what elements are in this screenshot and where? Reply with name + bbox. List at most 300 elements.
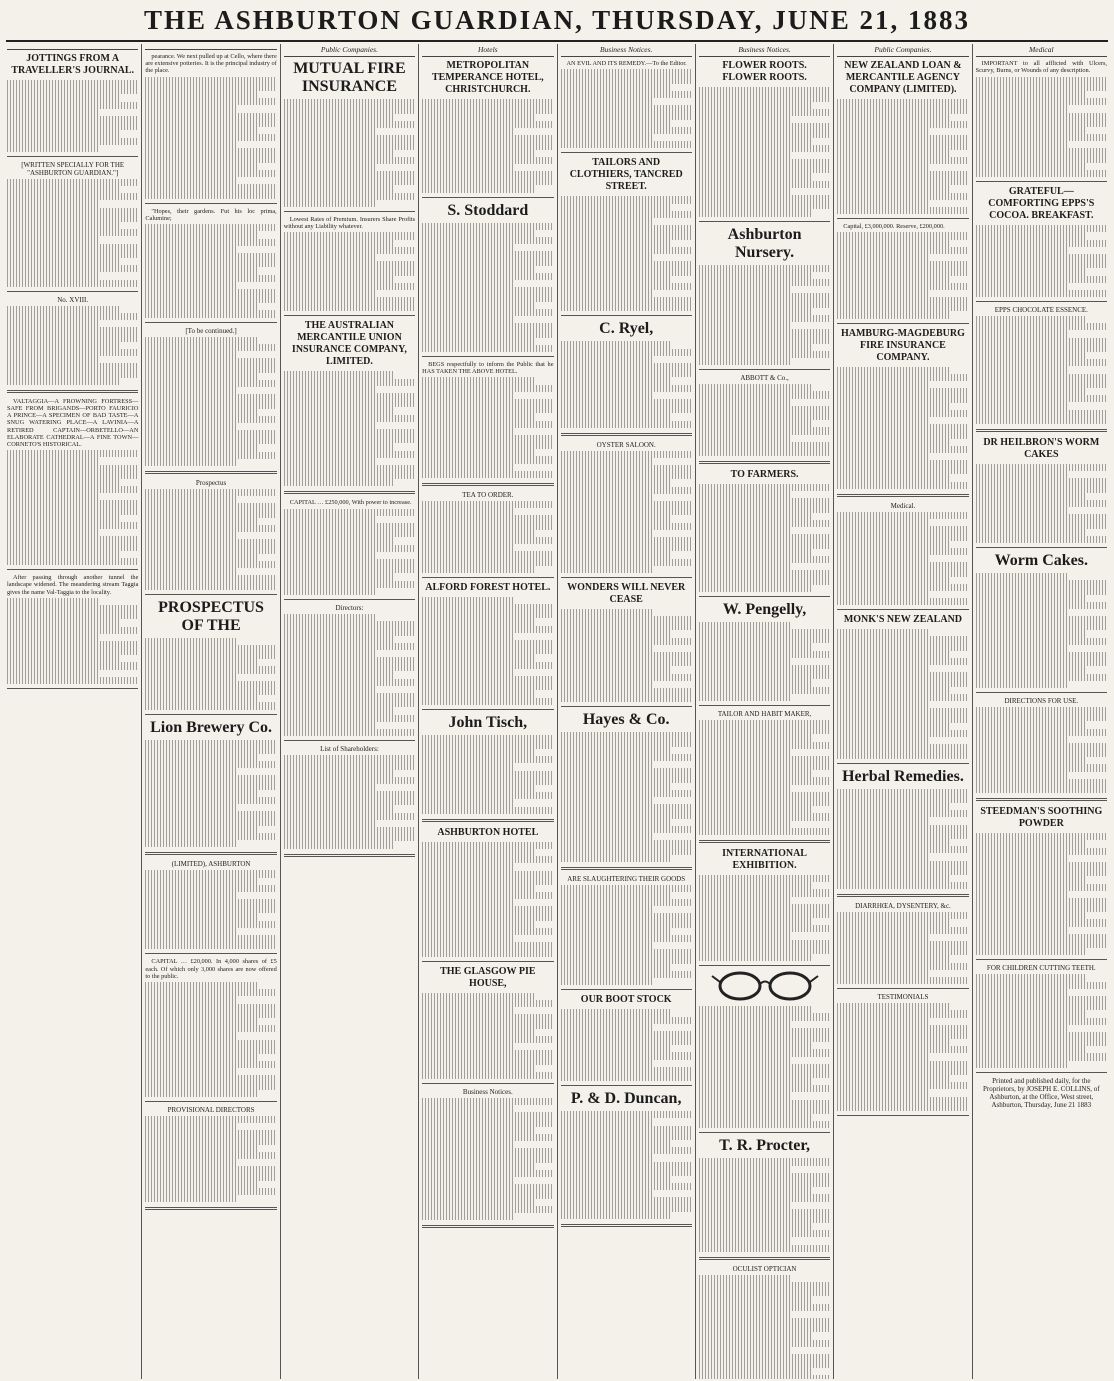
body-text-line [976,1046,1088,1053]
body-text-line [422,871,553,878]
body-text-line [422,309,553,316]
divider [837,609,968,610]
body-text-line [561,515,673,522]
body-text-line [422,1134,553,1141]
body-text-line [837,584,968,591]
body-text-line [837,955,949,962]
body-text-line [561,1038,692,1045]
spectacles-icon [699,970,830,1002]
body-text-line [699,658,791,665]
body-text-line [422,449,534,456]
body-text-line [561,797,653,804]
divider [284,315,415,316]
body-text-line [422,435,553,442]
body-text-line [422,928,553,935]
body-text-line [422,626,553,633]
body-text-line [561,1118,653,1125]
body-text-line [284,573,396,580]
body-text-line [284,664,415,671]
body-text-line [422,1163,534,1170]
body-text-line [422,935,514,942]
column-header: Medical [976,44,1107,57]
ad-heading: C. Ryel, [599,320,654,338]
divider [976,429,1107,432]
divider [561,867,692,870]
body-text-line [422,1065,534,1072]
body-text-line [699,344,811,351]
body-text-line [976,134,1107,141]
body-text-line [145,638,237,645]
body-text-line [976,170,1107,177]
text-paragraph: No. XVIII. [57,295,89,304]
divider [976,1072,1107,1073]
body-text-line [837,548,968,555]
body-text-line [7,94,119,101]
ad-heading: Ashburton Nursery. [727,225,802,261]
body-text-line [976,602,1107,609]
body-text-line [699,1158,830,1165]
divider [284,211,415,212]
body-text-line [837,297,968,304]
body-text-line [7,370,138,377]
body-text-line [422,1156,553,1163]
body-text-line [976,869,1107,876]
body-text-line [976,105,1068,112]
body-text-line [976,743,1107,750]
body-text-line [422,399,553,406]
body-text-line [145,1061,276,1068]
body-text-line [422,223,553,230]
body-text-line [699,1006,811,1013]
body-text-line [699,578,830,585]
column-header: Business Notices. [699,44,830,57]
body-text-line [145,260,276,267]
body-text-line [561,113,692,120]
body-text-line [561,254,653,261]
body-text-line [145,913,257,920]
body-text-line [145,928,237,935]
text-paragraph: AN EVIL AND ITS REMEDY.—To the Editor. [566,60,687,68]
body-text-line [699,1187,811,1194]
text-paragraph: Prospectus [195,479,227,488]
body-text-line [284,479,396,486]
body-text-line [7,306,119,313]
body-text-line [145,84,276,91]
body-text-line [284,407,396,414]
column-2 [142,44,280,1379]
text-paragraph: IMPORTANT to all afflicted with Ulcers, Scurvy, Burns, or Wounds of any description. [975,60,1107,75]
body-text-line [422,106,553,113]
body-text-line [145,127,257,134]
body-text-line [699,1375,830,1379]
body-text-line [145,1181,257,1188]
divider [837,1115,968,1116]
body-text-line [145,790,257,797]
body-text-line [837,128,929,135]
body-text-line [561,413,673,420]
body-text-line [284,458,376,465]
ad-subheading: FLOWER ROOTS. FLOWER ROOTS. [722,60,807,84]
body-text-line [561,544,692,551]
ad-subheading: GRATEFUL—COMFORTING EPPS'S COCOA. BREAKFAST. [988,186,1095,222]
body-text-line [422,1170,553,1177]
body-text-line [561,261,692,268]
divider [145,1101,276,1102]
ad-subheading: TO FARMERS. [730,469,799,481]
body-text-line [976,464,1107,471]
body-text-line [837,977,968,984]
body-text-line [284,106,415,113]
body-text-line [699,1078,811,1085]
body-text-line [699,1332,811,1339]
body-text-line [699,1121,830,1128]
text-paragraph: ABBOTT & Co., [740,374,789,383]
body-text-line [976,417,1107,424]
body-text-line [699,181,830,188]
divider [145,203,276,204]
divider [561,989,692,990]
body-text-line [699,513,811,520]
body-text-line [284,121,415,128]
body-text-line [422,295,553,302]
body-text-line [422,330,553,337]
body-text-line [284,643,415,650]
body-text-line [145,231,257,238]
body-text-line [699,636,830,643]
body-text-line [976,833,1107,840]
body-text-line [422,921,534,928]
body-text-line [837,424,968,431]
ad-subheading: INTERNATIONAL EXHIBITION. [722,847,807,871]
body-text-line [561,268,692,275]
body-text-line [699,918,811,925]
body-text-line [699,629,830,636]
body-text-line [699,534,830,541]
body-text-line [837,708,968,715]
body-text-line [699,87,830,94]
body-text-line [837,644,968,651]
body-text-line [422,669,514,676]
ad-heading: John Tisch, [448,713,528,731]
body-text-line [976,359,1107,366]
body-text-line [422,323,553,330]
body-text-line [145,91,257,98]
body-text-line [699,651,830,658]
body-text-line [837,839,949,846]
body-text-line [699,1209,830,1216]
divider [561,577,692,578]
divider [284,740,415,741]
body-text-line [561,196,692,203]
body-text-line [699,336,830,343]
body-text-line [422,662,553,669]
body-text-line [837,157,968,164]
body-text-line [284,99,415,106]
body-text-line [699,116,791,123]
body-text-line [699,265,830,272]
body-text-line [976,674,1107,681]
body-text-line [561,688,692,695]
body-text-line [561,949,692,956]
body-text-line [284,379,415,386]
body-text-line [837,185,949,192]
body-text-line [145,416,276,423]
body-text-line [422,442,553,449]
body-text-line [699,1064,830,1071]
body-text-line [422,771,553,778]
divider [837,323,968,324]
body-text-line [561,790,692,797]
text-paragraph: Lowest Rates of Premium. Insurers Share Profits without any Liability whatever. [283,216,416,231]
body-text-line [976,779,1107,786]
body-text-line [422,244,514,251]
body-text-line [145,740,276,747]
body-text-line [145,1025,276,1032]
body-text-line [284,443,396,450]
body-text-line [837,519,929,526]
body-text-line [837,164,929,171]
column-5 [558,44,696,1379]
body-text-line [561,105,692,112]
body-text-line [422,1199,534,1206]
body-text-line [699,209,811,216]
body-text-line [145,1083,276,1090]
divider [837,894,968,897]
body-text-line [561,942,653,949]
body-text-line [284,164,376,171]
body-text-line [7,109,99,116]
body-text-line [699,1361,830,1368]
body-text-line [699,435,791,442]
body-text-line [145,681,276,688]
body-text-line [284,290,376,297]
body-text-line [284,114,396,121]
body-text-line [699,1013,830,1020]
body-text-line [145,98,276,105]
body-text-line [561,204,673,211]
body-text-line [699,358,791,365]
body-text-line [699,1296,811,1303]
body-text-line [837,569,968,576]
body-text-line [145,674,237,681]
column-7 [834,44,972,1379]
body-text-line [7,662,138,669]
body-text-line [284,671,396,678]
body-text-line [145,430,276,437]
body-text-line [837,598,968,605]
body-text-line [145,105,237,112]
body-text-line [976,247,1068,254]
body-text-line [284,415,415,422]
column-3 [281,44,419,1379]
divider [976,301,1107,302]
body-text-line [699,799,830,806]
body-text-line [145,394,276,401]
body-text-line [699,932,791,939]
body-text-line [837,200,929,207]
body-text-line [284,393,415,400]
body-text-line [561,1031,692,1038]
body-text-line [561,826,692,833]
body-text-line [7,138,138,145]
body-text-line [284,386,376,393]
body-text-line [7,222,119,229]
body-text-line [145,1054,257,1061]
body-text-line [976,91,1088,98]
body-text-line [422,683,553,690]
body-text-line [699,527,791,534]
body-text-line [561,508,692,515]
body-text-line [976,507,1068,514]
body-text-line [561,1183,692,1190]
ad-subheading: ASHBURTON HOTEL [437,826,539,838]
body-text-line [699,1289,830,1296]
body-text-line [561,1133,692,1140]
body-text-line [145,982,257,989]
body-text-line [561,559,692,566]
body-text-line [422,1184,553,1191]
divider [699,221,830,222]
body-text-line [699,152,791,159]
body-text-line [422,1120,553,1127]
body-text-line [561,1045,673,1052]
body-text-line [422,1043,514,1050]
body-text-line [561,399,692,406]
body-text-line [561,290,653,297]
body-text-line [976,948,1088,955]
body-text-line [284,240,396,247]
body-text-line [699,195,830,202]
ad-subheading: JOTTINGS FROM A TRAVELLER'S JOURNAL. [11,53,134,76]
body-text-line [284,841,396,848]
body-text-line [7,363,138,370]
ad-heading: PROSPECTUS OF THE [158,598,264,634]
body-text-line [422,316,514,323]
body-text-line [561,141,692,148]
body-text-line [699,94,830,101]
body-text-line [145,141,237,148]
body-text-line [837,232,968,239]
body-text-line [7,313,138,320]
body-text-line [145,942,276,949]
body-text-line [561,211,692,218]
body-text-line [145,652,276,659]
body-text-line [422,942,553,949]
body-text-line [145,582,276,589]
body-text-line [145,1130,276,1137]
body-text-line [561,695,692,702]
body-text-line [561,127,692,134]
body-text-line [837,453,929,460]
body-text-line [284,530,415,537]
ad-subheading: ALFORD FOREST HOTEL. [425,581,551,593]
body-text-line [699,1202,791,1209]
body-text-line [699,742,830,749]
body-text-line [7,457,99,464]
text-paragraph: DIRECTIONS FOR USE. [1004,696,1079,705]
body-text-line [7,450,138,457]
body-text-line [422,1191,553,1198]
body-text-line [699,672,830,679]
body-text-line [561,120,673,127]
body-text-line [699,954,811,961]
body-text-line [145,1166,276,1173]
body-text-line [837,142,968,149]
body-text-line [976,141,1068,148]
body-text-line [145,1174,276,1181]
body-text-line [7,102,138,109]
body-text-line [422,1098,553,1105]
body-text-line [699,301,830,308]
body-text-line [422,99,553,106]
text-paragraph: TAILOR AND HABIT MAKER, [717,709,812,718]
imprint-footer: Printed and published daily, for the Proprietors, by JOSEPH E. COLLINS, of Ashburton, at the Office, West street, Ashburton, Thursday, June 21 1883 [982,1076,1100,1109]
body-text-line [699,1071,830,1078]
column-4 [419,44,557,1379]
body-text-line [422,501,553,508]
body-text-line [699,720,830,727]
body-text-line [837,716,968,723]
body-text-line [699,806,811,813]
body-text-line [699,556,830,563]
body-text-line [976,148,1107,155]
body-text-line [976,840,1088,847]
body-text-line [422,280,514,287]
body-text-line [976,352,1088,359]
body-text-line [976,587,1107,594]
body-text-line [145,365,276,372]
body-text-line [837,658,968,665]
ad-heading: P. & D. Duncan, [570,1090,682,1108]
body-text-line [145,659,257,666]
column-header: Hotels [422,44,553,57]
body-text-line [422,749,534,756]
divider [422,577,553,578]
body-text-line [561,1140,673,1147]
body-text-line [561,494,653,501]
body-text-line [561,768,692,775]
body-text-line [422,559,553,566]
body-text-line [976,623,1107,630]
body-text-line [7,627,138,634]
divider [422,197,553,198]
body-text-line [837,290,929,297]
body-text-line [837,533,968,540]
body-text-line [837,446,968,453]
body-text-line [422,456,553,463]
body-text-line [422,544,514,551]
body-text-line [976,638,1107,645]
body-text-line [284,820,376,827]
body-text-line [699,1282,830,1289]
body-text-line [976,514,1107,521]
body-text-line [837,99,968,106]
body-text-line [422,302,534,309]
body-text-line [976,156,1107,163]
body-text-line [561,1009,673,1016]
body-text-line [976,120,1107,127]
body-text-line [699,130,830,137]
body-text-line [976,764,1107,771]
body-text-line [699,159,830,166]
body-text-line [284,157,415,164]
body-text-line [561,479,673,486]
body-text-line [561,98,653,105]
body-text-line [699,1347,791,1354]
ad-heading: Lion Brewery Co. [150,718,273,736]
newspaper-title: THE ASHBURTON GUARDIAN, THURSDAY, JUNE 21, 1883 [144,4,970,35]
body-text-line [976,996,1107,1003]
